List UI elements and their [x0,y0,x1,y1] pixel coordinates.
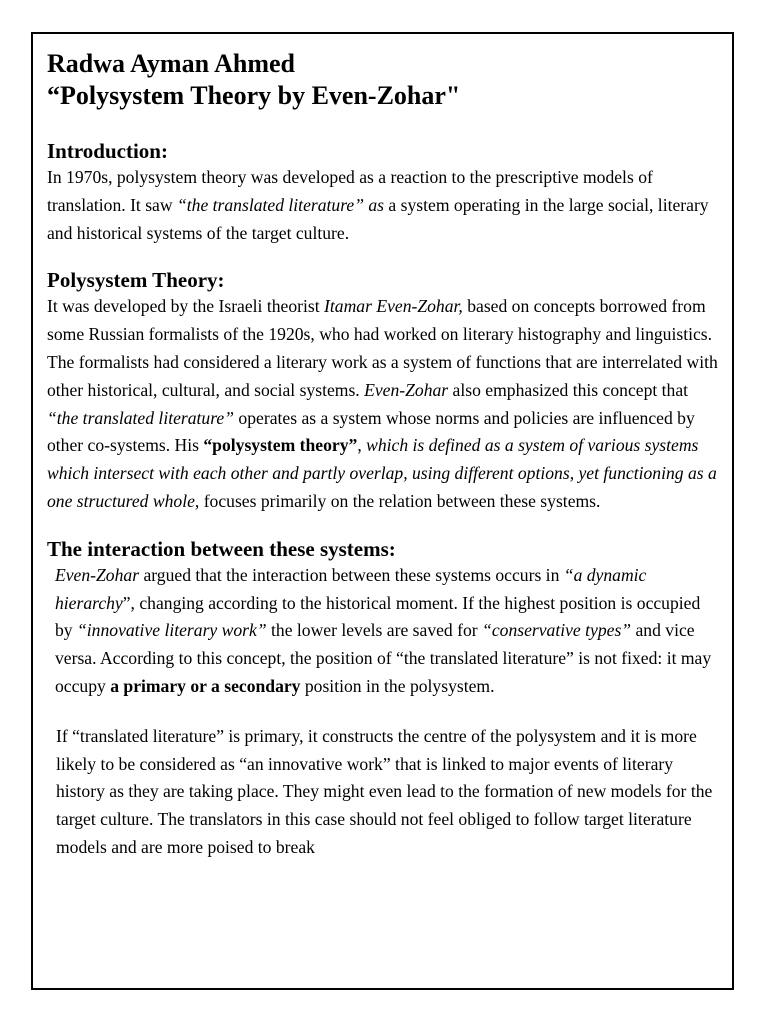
interaction-paragraph [47,562,722,701]
bold-run: “polysystem theory” [203,435,358,456]
introduction-paragraph [47,164,722,247]
italic-run: Itamar Even-Zohar, [324,296,463,317]
text-run: also emphasized this concept that [448,379,689,400]
bold-run: a primary or a secondary [110,675,301,696]
text-run: and vice versa. According to this concept, the position of “the translated literature” is not fixed: it may occupy [55,620,712,696]
text-run: In 1970s, polysystem theory was developed as a reaction to the prescriptive models of translation. It saw [47,167,653,215]
title-block [47,48,722,112]
italic-run: Even-Zohar [364,379,449,400]
text-run: ”, changing according to the historical moment. If the highest position is occupied by [55,592,701,641]
document-title: “Polysystem Theory by Even-Zohar" [47,81,461,110]
italic-run: “innovative literary work” [77,620,267,641]
text-run: , focuses primarily on the relation between these systems. [194,490,601,511]
text-run: a system operating in the large social, literary and historical systems of the target culture. [47,194,709,243]
document-content [47,48,722,862]
text-run: If “translated literature” is primary, it constructs the centre of the polysystem and it is more likely to be considered as “an innovative work” that is linked to major events of literary history as they are taking place. They might even lead to the formation of new models for the target culture. The translators in this case should not feel obliged to follow target literature models and are more poised to break [56,725,713,857]
text-run: operates as a system whose norms and policies are influenced by other co-systems. His [47,407,695,456]
text-run: the lower levels are saved for [266,620,483,641]
translated-literature-paragraph [47,723,722,862]
italic-run: “the translated literature” as [176,194,385,215]
italic-run: Even-Zohar [55,564,140,585]
italic-run: which is defined as a system of various systems which intersect with each other and partly overlap, using different options, yet functioning as a one structured whole [47,435,717,511]
section-heading-introduction: Introduction: [47,139,168,163]
text-run: argued that the interaction between these systems occurs in [139,564,564,585]
italic-run: “conservative types” [482,620,632,641]
text-run: , [357,435,367,456]
italic-run: “the translated literature” [47,407,235,428]
author-name: Radwa Ayman Ahmed [47,49,296,78]
section-heading-polysystem-theory: Polysystem Theory: [47,268,225,293]
italic-run: “a dynamic hierarchy [55,564,647,613]
polysystem-paragraph [47,293,722,515]
page-frame [31,32,734,990]
section-heading-interaction: The interaction between these systems: [47,536,396,561]
text-run: It was developed by the Israeli theorist [47,296,325,317]
text-run: based on concepts borrowed from some Russian formalists of the 1920s, who had worked on literary histography and linguistics. The formalists had considered a literary work as a system of functions that are interrelated with other historical, cultural, and social systems. [47,296,718,400]
text-run: position in the polysystem. [300,675,495,696]
